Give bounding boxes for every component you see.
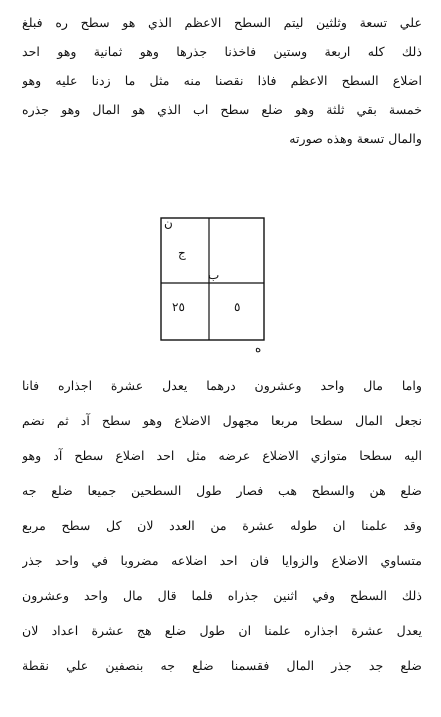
text-line: واما مال واحد وعشرون درهما يعدل عشرة اجذاره فانا xyxy=(22,378,422,393)
text-line: ذلك كله اربعة وستين فاخذنا جذرها وهو ثمانية وهو احد xyxy=(22,44,422,59)
text-line: نجعل المال سطحا مربعا مجهول الاضلاع وهو سطح آد ثم نضم xyxy=(22,413,422,428)
text-line: وقد علمنا ان طوله عشرة من العدد لان كل سطح مربع xyxy=(22,518,422,533)
label-bottom-right: ه xyxy=(255,341,262,355)
text-line: ضلع هن والسطح هب فصار طول السطحين جميعا ضلع جه xyxy=(22,483,422,498)
label-center: ب xyxy=(208,268,220,282)
text-line: والمال تسعة وهذه صورته xyxy=(289,131,422,146)
text-line: ذلك السطح وفي اثنين جذراه فلما قال مال واحد وعشرون xyxy=(22,588,422,603)
text-line: علي تسعة وثلثين ليتم السطح الاعظم الذي هو سطح ره فبلغ xyxy=(22,15,422,30)
cell-bottom-right-value: ٥ xyxy=(234,300,241,314)
cell-top-left-label: ج xyxy=(178,246,186,260)
cell-bottom-left-value: ٢٥ xyxy=(172,300,185,314)
text-line: اضلاع السطح الاعظم فاذا نقصنا منه مثل ما زدنا عليه وهو xyxy=(22,73,422,88)
text-line: اليه سطحا متوازي الاضلاع عرضه مثل احد اضلاع سطح آد وهو xyxy=(22,448,422,463)
text-line: خمسة بقي ثلثة وهو ضلع سطح اب الذي هو المال وهو جذره xyxy=(22,102,422,117)
text-line: متساوي الاضلاع والزوايا فان احد اضلاعه مضروبا في واحد جذر xyxy=(22,553,422,568)
text-line: يعدل عشرة اجذاره علمنا ان طول ضلع هج عشرة اعداد لان xyxy=(22,623,422,638)
text-line: ضلع جد جذر المال فقسمنا ضلع جه بنصفين علي نقطة xyxy=(22,658,422,673)
square-figure xyxy=(158,213,268,353)
label-top-left: ن xyxy=(164,216,173,230)
